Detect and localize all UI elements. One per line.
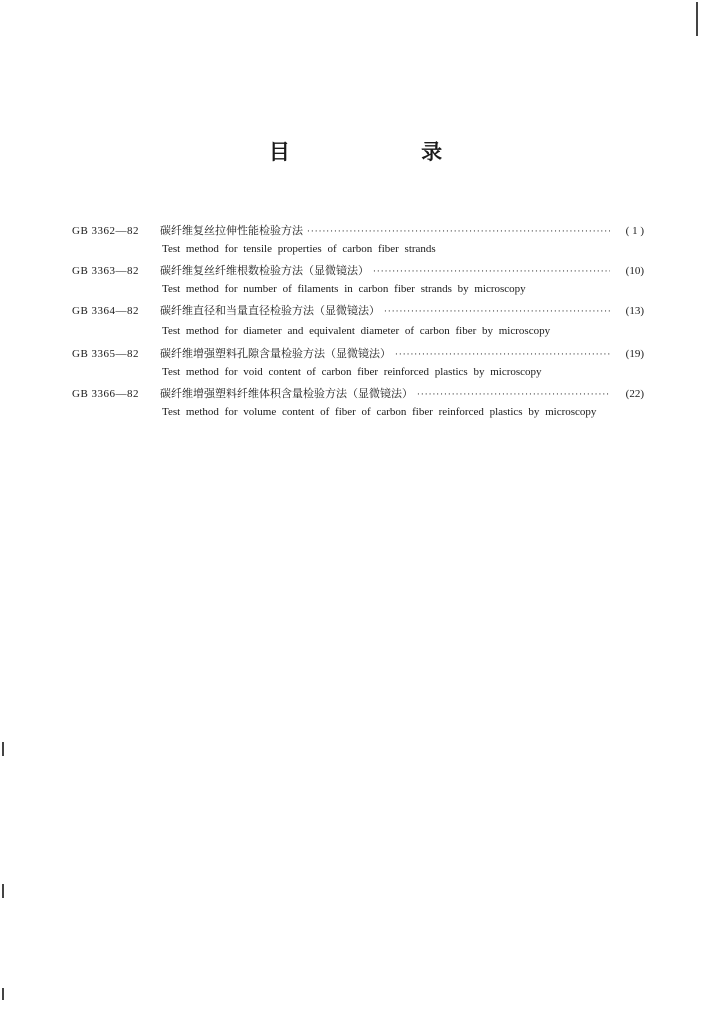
chinese-title: 碳纤维复丝纤维根数检验方法（显微镜法）: [160, 264, 369, 277]
dot-leader: [384, 307, 610, 317]
scan-artifact: [2, 742, 4, 756]
toc-entry[interactable]: [72, 345, 644, 382]
page-title: 目 录: [268, 139, 505, 164]
dot-leader: [417, 390, 610, 400]
english-title: Test method for void content of carbon fiber reinforced plastics by microscopy: [162, 366, 542, 378]
page-number: ( 1 ): [625, 225, 644, 237]
dot-leader: [307, 227, 610, 237]
dot-leader: [373, 267, 610, 277]
chinese-title: 碳纤维增强塑料孔隙含量检验方法（显微镜法）: [160, 347, 391, 360]
dot-leader: [395, 350, 610, 360]
standard-code: GB 3365—82: [72, 348, 140, 360]
standard-code: GB 3366—82: [72, 388, 140, 400]
page-number: (13): [625, 305, 644, 317]
english-title: Test method for number of filaments in carbon fiber strands by microscopy: [162, 283, 526, 295]
scan-artifact: [2, 988, 4, 1000]
page-number: (19): [625, 348, 644, 360]
standard-code: GB 3362—82: [72, 225, 140, 237]
chinese-title: 碳纤维复丝拉伸性能检验方法: [160, 224, 303, 237]
toc-entry[interactable]: [72, 302, 644, 342]
chinese-title: 碳纤维增强塑料纤维体积含量检验方法（显微镜法）: [160, 387, 413, 400]
standard-code: GB 3363—82: [72, 265, 140, 277]
toc-entry[interactable]: [72, 262, 644, 299]
toc-entry[interactable]: [72, 222, 644, 259]
page-number: (10): [625, 265, 644, 277]
standard-code: GB 3364—82: [72, 305, 140, 317]
table-of-contents: [72, 222, 644, 425]
english-title: Test method for diameter and equivalent diameter of carbon fiber by microscopy: [162, 325, 551, 337]
scan-artifact: [696, 2, 698, 36]
scan-artifact: [2, 884, 4, 898]
english-title: Test method for tensile properties of carbon fiber strands: [162, 243, 436, 255]
page-number: (22): [625, 388, 644, 400]
english-title: Test method for volume content of fiber of carbon fiber reinforced plastics by microscopy: [162, 406, 597, 418]
chinese-title: 碳纤维直径和当量直径检验方法（显微镜法）: [160, 304, 380, 317]
toc-entry[interactable]: [72, 385, 644, 422]
